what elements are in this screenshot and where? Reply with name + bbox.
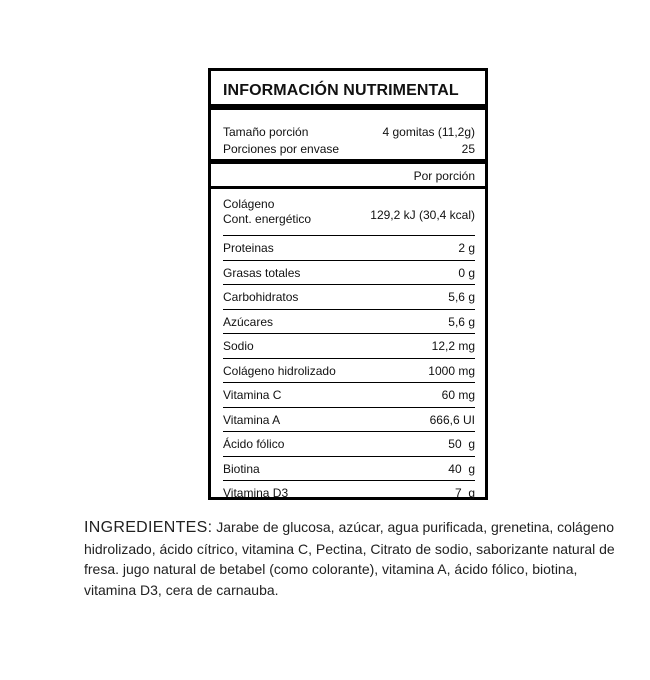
nutrient-value: 12,2 mg [431,339,475,353]
nutrient-label: Sodio [223,339,254,353]
nutrient-row [223,484,475,502]
row-divider [223,235,475,236]
nutrient-label: Ácido fólico [223,437,285,451]
energy-row-line2 [223,210,475,228]
nutrient-value: 40 g [448,461,475,476]
servings-per-container-row [223,140,475,158]
nutrient-row [223,386,475,404]
row-divider [223,260,475,261]
ingredients-text: Jarabe de glucosa, azúcar, agua purificada, grenetina, colágeno hidrolizado, ácido cítrico, vitamina C, Pectina, Citrato de sodio, saborizante natural de fresa. jugo natural de betabel (como colorante), vitamina A, ácido fólico, biotina, vitamina D3, cera de carnauba. [84,519,615,598]
nutrient-label: Vitamina A [223,412,281,427]
nutrient-label: Azúcares [223,314,274,329]
servings-per-container-label: Porciones por envase [223,142,340,156]
nutrient-value: 60 mg [441,388,475,402]
nutrient-value: 666,6 UI [429,412,475,427]
row-divider [223,358,475,359]
serving-size-label: Tamaño porción [223,125,309,139]
nutrient-value: 2 g [458,241,475,255]
nutrient-value: 5,6 g [448,290,475,304]
nutrition-facts-panel [208,68,488,500]
nutrient-row [223,362,475,380]
ingredients-label: INGREDIENTES: [84,519,213,536]
nutrient-label: Colágeno hidrolizado [223,363,336,378]
row-divider [223,309,475,310]
ingredients-block [84,517,624,600]
nutrient-row [223,337,475,355]
serving-size-row [223,123,475,141]
nutrient-label: Carbohidratos [223,290,299,304]
nutrient-value: 0 g [458,265,475,280]
nutrient-value: 7 g [454,486,475,500]
per-portion-label: Por porción [413,169,475,183]
nutrient-value: 5,6 g [448,314,475,329]
per-portion-header [223,167,475,185]
nutrient-row [223,460,475,478]
nutrient-label: Proteinas [223,241,274,255]
nutrient-row [223,435,475,453]
energy-value: 129,2 kJ (30,4 kcal) [370,208,475,222]
nutrient-row [223,313,475,331]
nutrient-label: Grasas totales [223,265,301,280]
row-divider [223,284,475,285]
nutrient-row [223,239,475,257]
row-divider [223,480,475,481]
energy-label-line1: Colágeno [223,197,275,211]
serving-size-value: 4 gomitas (11,2g) [382,125,475,139]
nutrient-value: 1000 mg [428,363,475,378]
energy-label-line2: Cont. energético [223,212,312,226]
row-divider [223,333,475,334]
nutrient-value: 50 g [448,437,475,451]
servings-per-container-value: 25 [461,142,475,156]
divider-medium [211,186,485,189]
nutrient-row [223,288,475,306]
row-divider [223,382,475,383]
nutrient-row [223,264,475,282]
nutrient-row [223,411,475,429]
nutrient-label: Vitamina C [223,388,282,402]
panel-title: INFORMACIÓN NUTRIMENTAL [211,71,485,110]
row-divider [223,431,475,432]
nutrient-label: Vitamina D3 [223,486,289,500]
nutrient-label: Biotina [223,461,260,476]
divider-thick [211,159,485,164]
row-divider [223,407,475,408]
row-divider [223,456,475,457]
